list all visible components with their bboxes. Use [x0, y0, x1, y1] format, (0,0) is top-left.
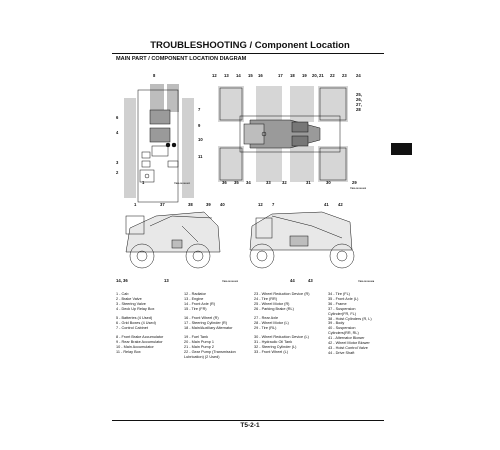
title-rule — [112, 53, 384, 54]
callout: 38 — [188, 202, 193, 207]
callout: 9 — [198, 123, 201, 128]
callout: 17 — [278, 73, 283, 78]
figure-code: T5K6-02-00-001 — [174, 183, 191, 185]
bottom-left-view — [126, 212, 220, 268]
legend-item: 34 - Tire (FL) — [328, 292, 350, 296]
legend-item: 14 - Front Axle (R) — [184, 301, 216, 306]
callout: 26, — [356, 97, 362, 102]
legend-column-3 — [254, 292, 310, 355]
legend-item: 23 - Wheel Reduction Device (R) — [254, 292, 310, 296]
callout: 6 — [116, 115, 119, 120]
component-location-diagram — [112, 66, 387, 288]
callout: 42 — [338, 202, 343, 207]
callout: 28 — [356, 107, 361, 112]
callout: 7 — [198, 107, 201, 112]
callout: 27, — [356, 102, 362, 107]
callout: 44 — [290, 278, 295, 283]
callout: 15 — [248, 73, 253, 78]
legend-item: 42 - Wheel Motor Blower — [328, 341, 370, 346]
callout: 11 — [198, 154, 203, 159]
legend-item: 43 - Hoist Control Valve — [328, 345, 368, 350]
callout: 2 — [116, 170, 119, 175]
legend-item: 26 - Parking Brake (RL) — [254, 306, 294, 311]
legend-item: 22 - Gear Pump (Transmission — [184, 349, 236, 354]
callout: 37 — [160, 202, 165, 207]
legend-item: 24 - Tire (RR) — [254, 296, 277, 301]
callout: 13 — [164, 278, 169, 283]
legend-column-2 — [184, 292, 236, 360]
legend-item: 21 - Main Pump 2 — [184, 344, 214, 349]
legend-item: 32 - Steering Cylinder (L) — [254, 344, 297, 349]
legend-item: 40 - Suspension — [328, 326, 356, 331]
callout: 41 — [324, 202, 329, 207]
callout: 22 — [330, 73, 335, 78]
legend-column-4 — [328, 292, 372, 356]
legend-item: 6 - Grid Boxes (4 Used) — [116, 320, 156, 325]
figure-code: T5K6-02-00-003 — [222, 281, 239, 283]
legend-item: 28 - Wheel Motor (L) — [254, 320, 289, 325]
legend-item: Cylinder(FR, FL) — [328, 311, 357, 316]
legend-item: 35 - Front Axle (L) — [328, 296, 359, 301]
footer-rule — [112, 420, 384, 421]
legend-item: Lubrication) (2 Used) — [184, 354, 220, 359]
legend-item: 30 - Wheel Reduction Device (L) — [254, 335, 309, 340]
callout: 10 — [198, 137, 203, 142]
callout: 16 — [258, 73, 263, 78]
callout: 13 — [224, 73, 229, 78]
legend-item: Cylinders(RR, RL) — [328, 331, 359, 336]
section-tab-marker — [391, 143, 412, 155]
legend-item: 17 - Steering Cylinder (R) — [184, 320, 228, 325]
callout: 18 — [290, 73, 295, 78]
legend-item: 29 - Tire (RL) — [254, 325, 277, 330]
callout: 23 — [342, 73, 347, 78]
legend-item: 27 - Rear Axle — [254, 316, 279, 321]
callout: 8 — [153, 73, 156, 78]
callout: 25, — [356, 92, 362, 97]
legend-item: 12 - Radiator — [184, 292, 206, 296]
legend-item: 5 - Batteries (4 Used) — [116, 316, 153, 321]
callout: 12 — [212, 73, 217, 78]
legend-item: 37 - Suspension — [328, 306, 356, 311]
legend-item: 20 - Main Pump 1 — [184, 340, 214, 345]
legend-item: 36 - Frame — [328, 301, 347, 306]
legend-item: 8 - Front Brake Accumulator — [116, 335, 164, 340]
legend-item: 19 - Fuel Tank — [184, 335, 208, 340]
callout: 36 — [222, 180, 227, 185]
legend-item: 7 - Control Cabinet — [116, 325, 148, 330]
callout: 30 — [326, 180, 331, 185]
top-right-view — [218, 86, 348, 182]
callout: 32 — [282, 180, 287, 185]
page-title: TROUBLESHOOTING / Component Location — [150, 40, 350, 51]
section-title: MAIN PART / COMPONENT LOCATION DIAGRAM — [116, 56, 247, 62]
legend-item: 31 - Hydraulic Oil Tank — [254, 340, 293, 345]
callout: 14 — [236, 73, 241, 78]
callout: 3 — [116, 160, 119, 165]
bottom-right-view — [250, 212, 354, 268]
page-number: T5-2-1 — [240, 422, 260, 429]
callout: 33 — [266, 180, 271, 185]
legend-item: 44 - Drive Shaft — [328, 350, 355, 355]
callout: 4 — [116, 130, 119, 135]
figure-code: T5K6-02-00-004 — [358, 281, 375, 283]
callout: 35 — [234, 180, 239, 185]
legend-item: 13 - Engine — [184, 296, 204, 301]
callout: 1 — [134, 202, 137, 207]
legend-item: 11 - Relay Box — [116, 349, 141, 354]
callout: 34 — [246, 180, 251, 185]
callout: 43 — [308, 278, 313, 283]
callout: 31 — [306, 180, 311, 185]
legend-item: 1 - Cab — [116, 292, 129, 296]
callout: 12 — [258, 202, 263, 207]
legend-item: 3 - Steering Valve — [116, 301, 146, 306]
legend-item: 4 - Deck Up Relay Box — [116, 306, 155, 311]
legend-item: 15 - Tire (FR) — [184, 306, 207, 311]
legend-item: 9 - Rear Brake Accumulator — [116, 340, 163, 345]
legend-item: 41 - Alternator Blower — [328, 336, 365, 341]
legend-item: 39 - Body — [328, 321, 345, 326]
figure-code: T5K6-02-00-002 — [350, 188, 367, 190]
callout: 14, 36 — [116, 278, 128, 283]
legend-item: 18 - Main/Auxiliary Alternator — [184, 325, 233, 330]
legend-item: 16 - Front Wheel (R) — [184, 316, 219, 321]
legend-item: 25 - Wheel Motor (R) — [254, 301, 290, 306]
legend-item: 10 - Main Accumulator — [116, 344, 154, 349]
legend-item: 38 - Hoist Cylinders (R, L) — [328, 316, 372, 321]
callout: 39 — [206, 202, 211, 207]
callout: 24 — [356, 73, 361, 78]
callout: 29 — [352, 180, 357, 185]
callout: 7 — [272, 202, 275, 207]
callout: 20, 21 — [312, 73, 324, 78]
callout: 1 — [142, 180, 145, 185]
callout: 40 — [220, 202, 225, 207]
legend-column-1 — [116, 292, 163, 355]
callout: 19 — [302, 73, 307, 78]
legend-item: 2 - Brake Valve — [116, 296, 142, 301]
legend-item: 33 - Front Wheel (L) — [254, 349, 288, 354]
